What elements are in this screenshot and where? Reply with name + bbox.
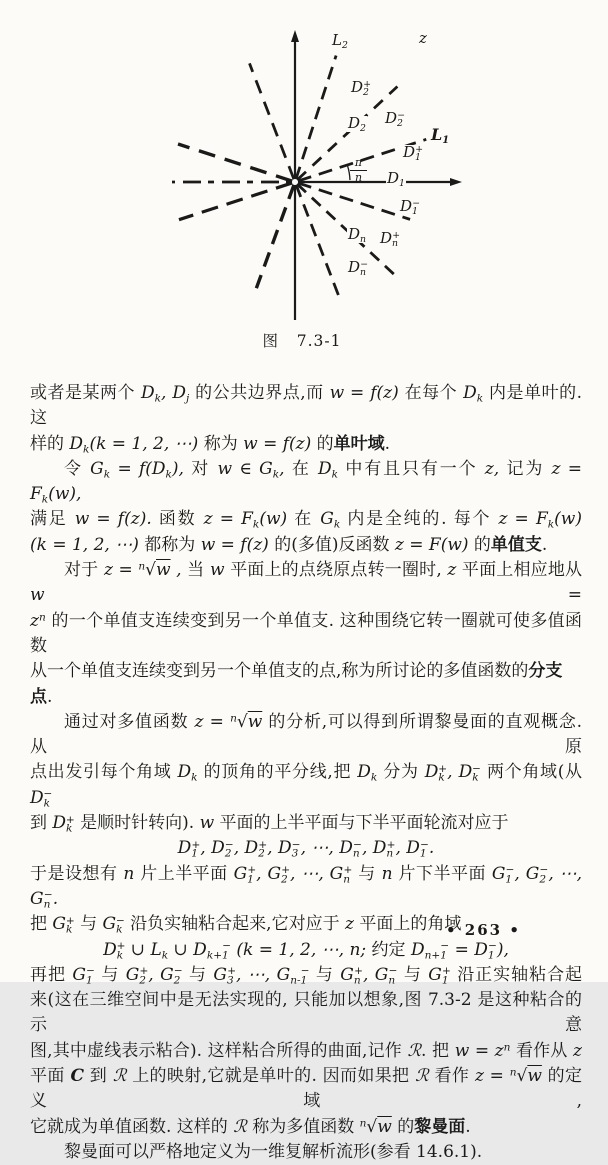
text-line	[30, 836, 582, 861]
text-run: 与	[94, 964, 126, 985]
text-run: 与	[397, 964, 429, 985]
text-run: 再把	[30, 964, 73, 985]
math-run: z	[573, 1040, 583, 1061]
math-run: w = f(z).	[74, 509, 152, 530]
text-line	[30, 862, 582, 913]
math-run: n	[381, 863, 393, 884]
math-run: $z = F_k(w)$	[203, 509, 288, 531]
text-line	[30, 1064, 582, 1115]
text-line	[30, 811, 582, 836]
math-run: z = $^n$√w	[194, 711, 263, 732]
text-line	[30, 558, 582, 609]
text-run: 在	[284, 458, 318, 479]
figure-label-D1-plus: $D_1^+$	[403, 143, 423, 163]
text-run: 满足	[30, 509, 75, 530]
figure-caption: 图 7.3-1	[262, 332, 342, 350]
text-run: 令	[64, 458, 91, 479]
text-run: 对	[183, 458, 218, 479]
text-run: 它就成为单值函数. 这样的	[30, 1116, 234, 1137]
text-run: 的定义域,	[30, 1066, 582, 1112]
text-run: 单值支	[490, 534, 542, 555]
figure-ray	[178, 144, 292, 181]
text-run: 的分析,可以得到所谓黎曼面的直观概念. 从原	[30, 711, 582, 758]
math-run: $D_k$, $D_j$	[141, 383, 190, 405]
math-run: $G_k^+$	[52, 914, 75, 936]
text-run: 平面上相应地从	[456, 560, 583, 581]
figure-label-angle	[350, 157, 367, 183]
text-run: 分支点	[30, 661, 563, 707]
math-run: ℛ	[407, 1040, 422, 1061]
text-line	[30, 381, 582, 432]
text-run: 看作	[428, 1066, 475, 1087]
text-run: 记为	[499, 458, 552, 479]
figure-label-D2-minus: $D_2^-$	[385, 109, 405, 129]
text-run: 与	[309, 964, 341, 985]
math-run: $D_k^+$ ∪ $L_k$ ∪ $D_{k+1}^-$ (k = 1, 2, ⋯, n;	[103, 939, 367, 961]
angle-denominator: n	[354, 170, 363, 184]
math-run: w	[209, 560, 225, 581]
math-run: w	[199, 813, 215, 834]
math-run: z	[345, 914, 354, 935]
figure-ray	[179, 183, 292, 220]
math-run: $D_k^+$, $D_k^-$	[424, 762, 481, 784]
math-run: $G_1^+$	[428, 964, 451, 987]
math-run: $z = F_k(w)$,	[30, 458, 583, 506]
figure-7-3-1	[0, 0, 608, 362]
text-run: . 把	[421, 1040, 455, 1061]
text-run: 平面	[30, 1066, 71, 1087]
text-line	[30, 988, 582, 1039]
figure-label-D1: $D_1$	[387, 169, 405, 189]
text-run: 沿负实轴粘合起来,它对应于	[124, 914, 345, 935]
text-line	[30, 963, 582, 988]
text-run: 来(这在三维空间中是无法实现的, 只能加以想象,图 7.3-2 是这种粘合的示意	[30, 990, 582, 1036]
math-run: z = F(w)	[394, 534, 469, 555]
text-run: 片下半平面	[392, 863, 492, 884]
text-run: 黎曼面	[414, 1116, 466, 1137]
angle-numerator: π	[350, 157, 367, 171]
math-run: $D_{n+1}^- = D_1^-$),	[410, 939, 509, 961]
text-run: 到	[84, 1066, 113, 1087]
text-run: 到	[30, 813, 53, 834]
math-run: $G_1^-$	[72, 964, 95, 987]
text-run: 是顺时针转向).	[74, 813, 200, 834]
figure-ray	[249, 63, 293, 179]
math-run: z	[447, 560, 457, 581]
math-run: w = f(z)	[200, 534, 269, 555]
figure-ray	[256, 185, 294, 288]
text-run: 在每个	[398, 383, 464, 403]
math-run: $G_n^+$,	[340, 964, 369, 987]
math-run: z,	[484, 458, 500, 479]
text-run: 内是全纯的. 每个	[340, 509, 499, 530]
math-run: $D_k^-$	[30, 787, 53, 810]
text-line	[30, 659, 582, 710]
math-run: w =	[30, 585, 582, 606]
text-line	[30, 710, 582, 761]
text-run: 黎曼面可以严格地定义为一维复解析流形(参看 14.6.1).	[64, 1141, 483, 1162]
math-run: $G_3^+$, ⋯,	[213, 964, 271, 987]
text-run: 的一个单值支连续变到另一个单值支. 这种围绕它转一圈就可使多值函数	[30, 610, 582, 656]
text-line	[30, 760, 582, 811]
text-run: 的(多值)反函数	[268, 534, 395, 555]
math-run: $G_{n-1}^-$	[276, 964, 310, 987]
text-run: 平面上的角域	[353, 914, 462, 935]
math-run: $z^n$	[30, 610, 46, 631]
text-run: .	[465, 1116, 471, 1137]
math-run: $G_1^+$, $G_2^+$, ⋯, $G_n^+$	[233, 863, 353, 885]
text-run: 的公共边界点,而	[189, 383, 330, 403]
text-run: 从一个单值支连续变到另一个单值支的点,称为所讨论的多值函数的	[30, 661, 529, 682]
text-run: 与	[74, 914, 103, 935]
text-run: 的	[391, 1116, 415, 1137]
text-run: 的顶角的平分线,把	[197, 762, 358, 783]
text-run: 上的映射,它就是单叶的. 因而如果把	[126, 1066, 416, 1087]
math-run: n	[123, 863, 135, 884]
text-run: 在	[287, 509, 321, 530]
text-run	[270, 965, 276, 985]
text-line	[30, 432, 582, 457]
figure-label-Dn-plus: $D_n^+$	[380, 229, 401, 249]
text-run: .	[47, 686, 53, 707]
math-run: $G_2^+$,	[125, 964, 154, 987]
figure-label-z-axis: z	[419, 29, 427, 47]
math-run: ℛ	[233, 1116, 247, 1137]
figure-diagram	[0, 0, 608, 362]
math-run: ℛ	[415, 1066, 429, 1087]
math-run: w = f(z)	[243, 433, 312, 454]
text-run: 都称为	[138, 534, 201, 555]
text-run: 片上半平面	[134, 863, 234, 884]
text-run: 或者是某两个	[30, 383, 141, 403]
math-run: z = $^n$√w	[474, 1066, 542, 1087]
math-run: w = f(z)	[329, 383, 399, 403]
axis-arrowhead-icon	[291, 30, 299, 42]
page-number: • 263 •	[446, 921, 521, 939]
text-line	[30, 938, 582, 963]
axis-arrowhead-icon	[450, 178, 462, 186]
figure-label-Dn-minus: $D_n^-$	[348, 258, 369, 278]
text-run: 与	[182, 964, 214, 985]
math-run: (k = 1, 2, ⋯)	[30, 534, 139, 555]
figure-label-L1: $L_1$	[431, 125, 450, 147]
text-run: 的	[311, 433, 334, 454]
text-line	[30, 609, 582, 660]
text-line	[30, 507, 582, 532]
figure-label-D2: $D_2$	[348, 114, 366, 134]
math-run: C	[70, 1066, 84, 1087]
text-run: 的	[468, 534, 491, 555]
text-run	[368, 965, 374, 985]
figure-label-D2-plus: $D_2^+$	[351, 78, 371, 98]
math-run: $D_k$	[463, 383, 484, 405]
math-run: w ∈ $G_k$,	[217, 458, 285, 481]
text-run: 函数	[151, 509, 204, 530]
text-run: 平面的上半平面与下半平面轮流对应于	[214, 813, 509, 834]
math-run: $D_k^+$	[52, 813, 75, 835]
text-run: 内是单叶的. 这	[30, 383, 583, 429]
math-run: $D_1^+$, $D_2^-$, $D_2^+$, $D_3^-$, ⋯, $D_n^-$, $D_n^+$, $D_1^-$.	[177, 838, 435, 860]
text-run: 沿正实轴粘合起	[450, 964, 583, 985]
text-line	[30, 533, 582, 558]
math-run: $w = z^n$	[454, 1040, 511, 1061]
text-run: 图,其中虚线表示粘合). 这样粘合所得的曲面,记作	[30, 1040, 408, 1061]
math-run: $D_k$	[318, 458, 339, 481]
math-run: $G_k = f(D_k)$,	[90, 458, 184, 481]
text-run: 约定	[366, 939, 411, 960]
math-run: z = $^n$√w ,	[103, 560, 182, 581]
math-run: $z = F_k(w)$	[498, 509, 582, 531]
math-run: ℛ	[112, 1066, 127, 1087]
math-run: $^n$√w	[359, 1116, 392, 1137]
text-run: 与	[352, 863, 382, 884]
text-run: 看作从	[510, 1040, 574, 1061]
text-run: 通过对多值函数	[64, 711, 195, 732]
figure-label-L2: $L_2$	[332, 31, 348, 51]
math-run: $D_k(k = 1$, 2, ⋯)	[69, 433, 199, 455]
text-run: 中有且只有一个	[338, 458, 485, 479]
figure-label-Dn: $D_n$	[348, 225, 367, 245]
text-block	[30, 381, 582, 1165]
text-line	[30, 1140, 582, 1165]
math-run: $G_1^-$, $G_2^-$, ⋯, $G_n^-$.	[30, 863, 583, 911]
text-run: 点出发引每个角域	[30, 762, 178, 783]
text-run: 于是设想有	[30, 863, 124, 884]
text-run: 当	[181, 560, 210, 581]
text-run: 单叶域	[333, 433, 385, 454]
text-run: 把	[30, 914, 53, 935]
text-run: 称为多值函数	[246, 1116, 360, 1137]
text-line	[30, 457, 582, 508]
text-run: 对于	[64, 560, 104, 581]
math-run: $D_k$	[357, 762, 378, 784]
math-run: $D_k$	[177, 762, 198, 784]
text-run: .	[384, 433, 391, 454]
math-run: $G_2^-$	[160, 964, 183, 987]
math-run: $G_k$	[320, 509, 341, 531]
text-run: 样的	[30, 433, 70, 454]
figure-label-D1-minus: $D_1^-$	[400, 197, 420, 217]
text-line	[30, 1039, 582, 1064]
text-run: 分为	[377, 762, 425, 783]
text-run: .	[541, 534, 548, 555]
text-run: 称为	[198, 433, 244, 454]
text-run: 平面上的点绕原点转一圈时,	[224, 560, 448, 581]
text-line	[30, 1115, 582, 1140]
text-run: 两个角域(从	[480, 762, 583, 783]
math-run: $G_n^-$	[374, 964, 398, 987]
math-run: $G_k^-$	[102, 914, 125, 936]
